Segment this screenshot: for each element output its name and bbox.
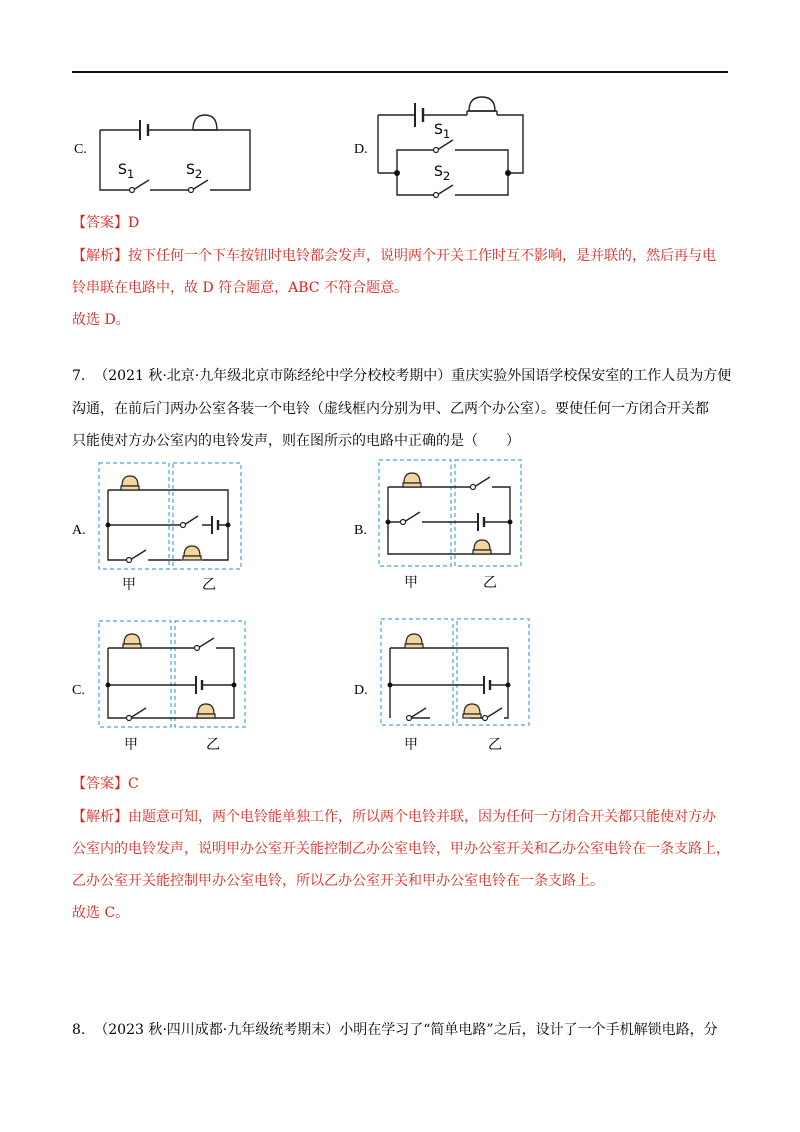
q7-circuit-d bbox=[380, 618, 530, 728]
q6-analysis-line1: 【解析】按下任何一个下车按钮时电铃都会发声，说明两个开关工作时互不影响，是并联的，然后再与电 bbox=[72, 248, 716, 264]
q7-option-d-label: D. bbox=[354, 683, 368, 698]
q7-c-room-yi: 乙 bbox=[206, 737, 220, 753]
q7-analysis-line1: 【解析】由题意可知，两个电铃能单独工作，所以两个电铃并联，因为任何一方闭合开关都只能使对方办 bbox=[72, 809, 716, 825]
q7-b-room-yi: 乙 bbox=[483, 575, 497, 591]
q6-option-c-label: C. bbox=[74, 142, 87, 157]
q7-a-room-jia: 甲 bbox=[122, 577, 136, 593]
q7-answer: 【答案】C bbox=[72, 776, 139, 792]
q6-c-s2-label: $S_2$ bbox=[186, 162, 203, 181]
q7-circuit-c bbox=[98, 620, 248, 730]
q7-circuit-b bbox=[378, 459, 523, 569]
header-rule bbox=[72, 71, 728, 73]
q7-b-room-jia: 甲 bbox=[404, 575, 418, 591]
q7-circuit-a bbox=[98, 462, 243, 572]
q7-analysis-line2: 公室内的电铃发声，说明甲办公室开关能控制乙办公室电铃，甲办公室开关和乙办公室电铃在一条支路上， bbox=[72, 841, 730, 857]
q6-d-s2-label: $S_2$ bbox=[434, 164, 451, 183]
q6-conclusion: 故选 D。 bbox=[72, 312, 130, 328]
q7-d-room-jia: 甲 bbox=[404, 737, 418, 753]
q6-circuit-c bbox=[95, 110, 260, 195]
q7-a-room-yi: 乙 bbox=[202, 577, 216, 593]
q7-option-c-label: C. bbox=[72, 683, 85, 698]
q7-question-line2: 沟通，在前后门两办公室各装一个电铃（虚线框内分别为甲、乙两个办公室）。要使任何一方闭合开关都 bbox=[72, 401, 709, 417]
q7-question-line3: 只能使对方办公室内的电铃发声，则在图所示的电路中正确的是（ ） bbox=[72, 433, 520, 449]
q6-option-d-label: D. bbox=[354, 142, 368, 157]
q7-conclusion: 故选 C。 bbox=[72, 905, 130, 921]
q7-option-a-label: A. bbox=[72, 523, 86, 538]
q7-c-room-jia: 甲 bbox=[124, 737, 138, 753]
q7-d-room-yi: 乙 bbox=[488, 737, 502, 753]
q6-analysis-line2: 铃串联在电路中，故 D 符合题意，ABC 不符合题意。 bbox=[72, 280, 408, 296]
q6-circuit-d bbox=[375, 95, 535, 195]
q7-question-line1: 7. （2021 秋·北京·九年级北京市陈经纶中学分校校考期中）重庆实验外国语学校保安室的工作人员为方便 bbox=[72, 368, 732, 384]
q6-d-s1-label: $S_1$ bbox=[434, 122, 451, 141]
q7-option-b-label: B. bbox=[354, 523, 367, 538]
q7-analysis-line3: 乙办公室开关能控制甲办公室电铃，所以乙办公室开关和甲办公室电铃在一条支路上。 bbox=[72, 873, 604, 889]
q6-c-s1-label: $S_1$ bbox=[118, 162, 135, 181]
q6-answer: 【答案】D bbox=[72, 215, 140, 231]
q8-question-line1: 8. （2023 秋·四川成都·九年级统考期末）小明在学习了“简单电路”之后，设计了一个手机解锁电路，分 bbox=[72, 1022, 718, 1038]
